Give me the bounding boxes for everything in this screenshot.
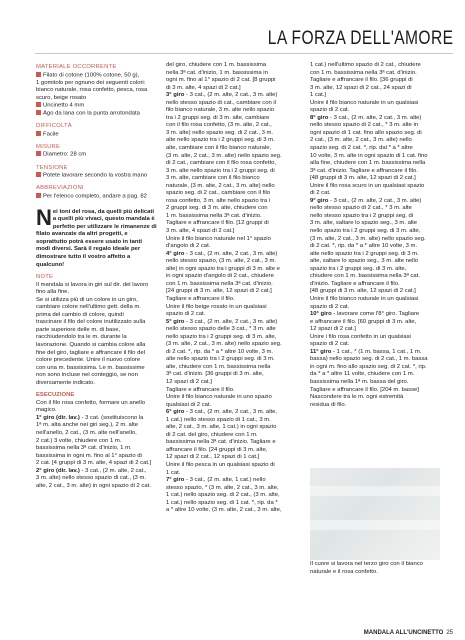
text-line: nello stesso spazio di cat., cambiare con il — [166, 99, 277, 106]
text-line: 2° giro (dir. lav.) - 3 cat., (2 m. alte, 2 cat., — [36, 467, 147, 474]
text-line: 10° giro - lavorare come l'8° giro. Tagliare — [310, 311, 420, 318]
materials-item: scuro, beige rosato — [36, 94, 87, 101]
round-label: 10° giro — [310, 311, 332, 318]
column-1 — [36, 62, 160, 490]
text-line: colore precedente. Unire il nuovo colore — [36, 357, 141, 364]
text-line: con 1 m. bassissima nella 3ª cat. d'inizio. — [310, 69, 417, 76]
text-line: Unire il filo bianco naturale in un qualsiasi — [310, 99, 419, 106]
materials-item: Filato di cotone (100% cotone, 50 g), — [36, 72, 160, 80]
text-line: naturale, (3 m. alte, 2 cat., 3 m. alte) nello — [166, 182, 275, 189]
title-rule — [35, 53, 453, 54]
text-line: lavorazione. Quando si cambia colore alla — [36, 342, 146, 348]
execution-title: ESECUZIONE — [36, 392, 75, 399]
text-line: [48 gruppi di 3 m. alte, 12 spazi di 2 cat.] — [310, 288, 416, 295]
size-title: MISURE — [36, 143, 61, 150]
text-line: (3 m. alte, 2 cat., 3 m. alte) nello spazio seg. — [310, 235, 426, 242]
bullet-icon — [36, 151, 41, 156]
text-line: tra i 2 gruppi seg. di 3 m. alte, cambiare — [166, 114, 270, 121]
text-line: di 2 cat. — [310, 190, 331, 197]
text-line: alte nello spazio tra i 2 gruppi seg. di 3 m. — [166, 137, 275, 144]
text-line: Unire il filo bianco naturale in un qualsiasi — [310, 295, 419, 302]
text-line: cambiare colore nell'ultimo gett. della m. — [36, 304, 141, 311]
text-line: Tagliare e affrancare il filo. [36 gruppi di — [310, 77, 413, 84]
text-line: Se si utilizza più di un colore in un giro, — [36, 296, 138, 303]
text-line: 11° giro - 1 cat., * (1 m. bassa, 1 cat., 1 m. — [310, 348, 422, 355]
materials-title: MATERIALE OCCORRENTE — [36, 64, 117, 70]
text-line: con 1 m. bassissima nella 3ª cat. d'inizio. — [166, 280, 273, 287]
text-line: di 2 cat., cambiare con il filo rosa confetto, — [166, 160, 277, 167]
difficulty-title: DIFFICOLTÀ — [36, 123, 72, 130]
notes-text — [36, 282, 160, 388]
text-line: alte nello spazio tra i 2 gruppi seg. di 3 m. — [310, 250, 419, 257]
text-line: affrancare il filo. [24 gruppi di 3 m. alte, — [166, 446, 268, 453]
text-line: bassa) nello spazio seg. di 2 cat., 1 m. bassa — [310, 356, 428, 363]
text-line: alte, 2 cat., 3 m. alte) in ogni spazio di 2 cat. — [36, 482, 151, 489]
text-line: Unire il filo rosa scuro in un qualsiasi spazio — [310, 182, 425, 189]
text-line: del giro, chiudere con 1 m. bassissima — [166, 62, 267, 68]
text-line: residua di filo. — [310, 401, 347, 408]
text-line: 5° giro - 3 cat., (2 m. alte, 2 cat., 3 m. alte) — [166, 318, 278, 325]
text-line: (3 m. alte, 2 cat., 3 m. alte) nello spazio seg. — [166, 341, 282, 348]
round-label: 7° giro — [166, 477, 185, 484]
text-line: Tagliare e affrancare il filo. [204 m. basse] — [310, 386, 419, 393]
text-line: spazio seg. di 2 cat., cambiare con il filo — [166, 190, 271, 197]
text-line: a * altre 10 volte, (3 m. alte, 2 cat., 3 m. alte, — [166, 507, 282, 514]
intro-paragraph — [36, 204, 160, 269]
text-line: ogni m. fino al 1° spazio di 2 cat. [8 gruppi — [166, 77, 276, 84]
bullet-icon — [36, 131, 41, 136]
text-line: ogni spazio di 1 cat. fino allo spazio seg. di — [310, 129, 422, 136]
round-label: 3° giro — [166, 92, 185, 99]
text-line: Unire il filo beige rosato in un qualsiasi — [166, 303, 267, 310]
text-line: fino alla fine. — [36, 289, 70, 296]
text-line: 1 cat. — [166, 469, 181, 476]
round-label: 2° giro (dir. lav.) — [36, 467, 80, 474]
crochet-photo — [310, 468, 440, 560]
text-line: 2 cat.) 3 volte, chiudere con 1 m. — [36, 437, 122, 444]
text-line: 3ª cat. d'inizio. Tagliare e affrancare il filo. — [310, 167, 418, 174]
text-line: nello stesso spazio, (3 m. alte, 2 cat., 3 m. — [166, 258, 277, 265]
intro-line: dimostrare tutto il vostro affetto a — [36, 253, 131, 260]
text-line: stesso spazio, * (3 m. alte, 2 cat., 3 m. alte, — [166, 484, 279, 491]
text-line: diversamente indicato. — [36, 379, 95, 386]
text-line: rosa confetto, 3 m. alte nello spazio tra i — [166, 197, 271, 204]
text-line: di 2 cat. *, rip. da * a * altre 10 volte, 3 m. — [310, 243, 418, 250]
text-line: Unire il filo bianco naturale in uno spazio — [166, 394, 272, 401]
size-value: Diametro: 28 cm — [36, 151, 160, 159]
bullet-icon — [36, 102, 41, 107]
text-line: 1 cat.) nello spazio seg. di 2 cat., (3 m. alte, — [166, 492, 280, 499]
tension-value: Potete lavorare secondo la vostra mano — [36, 172, 160, 180]
text-line: spazio seg. di 2 cat. *, rip. dal * a * altre — [310, 145, 413, 152]
difficulty-value: Facile — [36, 131, 160, 139]
text-line: Unire i filo rosa confetto in un qualsiasi — [310, 333, 411, 340]
text-line: 3° giro - 3 cat., (2 m. alte, 2 cat., 3 m. alte) — [166, 92, 278, 99]
materials-item: Ago da lana con la punta arrotondata — [36, 110, 160, 118]
round-label: 5° giro — [166, 318, 185, 325]
text-line: bassissima nella 1ª m. bassa del giro. — [310, 378, 409, 385]
text-line: 1 cat.) nello stesso spazio di 1 cat., 3 m. — [166, 416, 271, 423]
text-line: alte, saltare lo spazio seg., 3 m. alte nello — [310, 258, 419, 265]
round-label: 11° giro — [310, 348, 332, 355]
text-line: bassissima nella 3ª cat. d'inizio, 1 m. — [36, 445, 132, 452]
text-line: 12 spazi di 2 cat.] — [166, 378, 212, 385]
caption-line: naturale e il rosa confetto. — [310, 568, 378, 575]
text-line: bassissima in ogni m. fino al 1° spazio di — [36, 452, 142, 459]
intro-line: ei toni del rosa, da quelli più delicati — [52, 208, 155, 215]
text-line: 12 spazi di 2 cat., 12 spazi di 1 cat.] — [166, 454, 260, 461]
text-line: [24 gruppi di 3 m. alte, 12 spazi di 2 cat.] — [166, 288, 272, 295]
text-line: nello stesso spazio di 2 cat., * 3 m. alte — [310, 205, 412, 212]
text-line: alte) in ogni spazio tra i gruppi di 3 m. alte e — [166, 265, 280, 272]
text-line: prima del cambio di colore, quindi — [36, 311, 124, 318]
text-line: bassissima nella 3ª cat. d'inizio. Tagliare e — [166, 439, 276, 446]
text-line: da * a * altre 11 volte, chiudere con 1 m. — [310, 371, 415, 378]
text-line: non sono incluse nel conteggio, se non — [36, 372, 138, 379]
text-line: d'angolo di 2 cat. — [166, 243, 211, 250]
round-label: 9° giro — [310, 197, 329, 204]
intro-line: perfetto per utilizzare le rimanenze di — [52, 223, 157, 230]
tension-title: TENSIONE — [36, 164, 68, 171]
intro-line: a quelli più vivaci, questo mandala è — [52, 216, 155, 223]
abbreviations-title: ABBREVIAZIONI — [36, 185, 84, 192]
text-line: alte, 2 cat., 3 m. alte, 1 cat.) in ogni spazio — [166, 424, 277, 431]
text-line: (3 m. alte, 2 cat., 3 m. alte) nello spazio seg. — [166, 152, 282, 159]
text-line: 1 m. bassissima nella 3ª cat. d'inizio. — [166, 212, 262, 219]
text-line: 8° giro - 3 cat., (2 m. alte, 2 cat., 3 m. alte) — [310, 114, 422, 121]
text-line: 9° giro - 3 cat., (2 m. alte, 2 cat., 3 m. alte) — [310, 197, 422, 204]
text-line: trascinare il filo del colore inutilizzato sulla — [36, 319, 146, 326]
text-line: d'inizio. Tagliare e affrancare il filo. — [310, 280, 400, 287]
page-number: 25 — [446, 630, 453, 636]
text-line: 1 cat.] — [310, 92, 327, 99]
text-line: spazio di 2 cat. — [166, 311, 206, 318]
text-line: 2 gruppi seg. di 3 m. alte, chiudere con — [166, 205, 268, 212]
text-line: 1 cat.) nell'ultimo spazio di 2 cat., chiudere — [310, 62, 421, 68]
materials-item: bianco naturale, rosa confetto, pesca, rosa — [36, 87, 148, 94]
bullet-icon — [36, 172, 41, 177]
text-line: di 3 m. alte, 4 spazi di 2 cat.] — [166, 84, 241, 91]
text-line: 3 m. alte, 4 spazi di 2 cat.] — [166, 228, 235, 235]
execution-text — [36, 400, 160, 491]
text-line: magico. — [36, 407, 57, 414]
text-line: 3ª cat. d'inizio. [36 gruppi di 3 m. alte, — [166, 371, 264, 378]
text-line: nello spazio tra i 2 gruppi seg. di 3 m. alte, — [166, 333, 277, 340]
text-line: nella 3ª cat. d'inizio, 1 m. bassissima in — [166, 69, 268, 76]
round-label: 4° giro — [166, 250, 185, 257]
text-line: Con il filo rosa confetto, formare un anello — [36, 399, 146, 406]
round-label: 8° giro — [310, 114, 329, 121]
text-line: filo bianco naturale, 3 m. alte nello spazio — [166, 107, 275, 114]
text-line: 3 m. alte, cambiare con il filo bianco — [166, 175, 260, 182]
text-line: in ogni m. fino allo spazio seg. di 2 cat. *, rip. — [310, 363, 427, 370]
materials-item: 1 gomitolo per ognuno dei seguenti colori: — [36, 79, 146, 86]
text-line: alte nello spazio tra i 2 gruppi seg. di 3 m. — [166, 356, 275, 363]
text-line: nell'anello, 2 cat., (3 m. alte nell'anello, — [36, 430, 137, 437]
round-label: 6° giro — [166, 409, 185, 416]
text-line: 3 m. alte nello spazio tra i 2 gruppi seg. di — [166, 167, 275, 174]
text-line: di 2 cat. del giro, chiudere con 1 m. — [166, 431, 258, 438]
text-line: con una m. bassissima. Le m. bassissime — [36, 364, 145, 371]
text-line: fine del giro, tagliare e affrancare il filo del — [36, 349, 145, 356]
text-line: in ogni spazio d'angolo di 2 cat., chiudere — [166, 273, 274, 280]
abbreviations-value: Per l'elenco completo, andare a pag. 82 — [36, 193, 160, 201]
text-line: 10 volte, 3 m. alte in ogni spazio di 1 cat. fino — [310, 152, 428, 159]
bullet-icon — [36, 110, 41, 115]
text-line: Tagliare e affrancare il filo. — [166, 295, 235, 302]
text-line: Tagliare e affrancare il filo. — [166, 386, 235, 393]
bullet-icon — [36, 72, 41, 77]
intro-line: filato avanzate da altri progetti, e — [36, 231, 128, 238]
bullet-icon — [36, 193, 41, 198]
text-line: spazio tra i 2 gruppi seg. di 3 m. alte, — [310, 265, 407, 272]
caption-line: Il cuore si lavora nel terzo giro con il bianco — [310, 561, 423, 567]
text-line: racchiudendolo tra le m. durante la — [36, 334, 127, 341]
photo-highlight — [310, 520, 440, 530]
text-line: 2 cat., (3 m. alte, 2 cat., 3 m. alte) nello — [310, 137, 412, 144]
text-line: con il filo rosa confetto, (3 m. alte, 2 cat., — [166, 122, 272, 129]
text-line: nello spazio tra i 2 gruppi seg. di 3 m. alte, — [310, 228, 421, 235]
page-title: LA FORZA DELL'AMORE — [267, 28, 453, 49]
text-line: 1ª m. alta anche nei giri seg.), 2 m. alte — [36, 422, 139, 429]
text-line: 2 cat. [4 gruppi di 3 m. alte, 4 spazi di 2 cat.] — [36, 460, 152, 467]
materials-item: Uncinetto 4 mm — [36, 102, 160, 110]
text-line: 3 m. alte) nello stesso spazio di cat., (3 m. — [36, 475, 147, 482]
photo-highlight — [310, 486, 440, 496]
text-line: 4° giro - 3 cat., (2 m. alte, 2 cat., 3 m. alte) — [166, 250, 278, 257]
text-line: nello stesso spazio di 2 cat., * 3 m. alte in — [310, 122, 419, 129]
text-line: spazio di 2 cat. — [310, 303, 350, 310]
intro-line: modi diversi. Sarà il regalo ideale per — [36, 246, 141, 253]
text-line: 7° giro - 3 cat., (2 m. alte, 1 cat.) nello — [166, 477, 266, 484]
text-line: Unire il filo pesca in un qualsiasi spazio di — [166, 461, 275, 468]
column-2 — [166, 62, 288, 515]
text-line: nello stesso spazio delle 3 cat., * 3 m. alte — [166, 326, 276, 333]
text-line: 3 m. alte, saltare lo spazio seg., 3 m. alte — [310, 220, 418, 227]
text-line: Il mandala si lavora in giri sul dir. del lavoro — [36, 281, 149, 288]
text-line: 1 cat.) nello spazio seg. di 1 cat. *, rip. da * — [166, 499, 278, 506]
text-line: 3 m. alte) nello spazio seg. di 2 cat., 3 m. — [166, 129, 274, 136]
footer-section: MANDALA ALL'UNCINETTO — [363, 630, 444, 636]
text-line: di 2 cat. *, rip. da * a * altre 10 volte, 3 m. — [166, 348, 274, 355]
text-line: spazio di 2 cat. — [310, 107, 350, 114]
text-line: 12 spazi di 2 cat.] — [310, 326, 356, 333]
photo-caption — [310, 561, 438, 576]
text-line: parte superiore delle m. di base, — [36, 326, 121, 333]
text-line: 6° giro - 3 cat., (2 m. alte, 2 cat., 3 m. alte, — [166, 409, 278, 416]
text-line: qualsiasi di 2 cat. — [166, 401, 212, 408]
text-line: Tagliare e affrancare il filo. [12 gruppi di — [166, 220, 269, 227]
text-line: alte, chiudere con 1 m. bassissima nella — [166, 363, 271, 370]
column-3 — [310, 62, 438, 409]
text-line: alla fine, chiudere con 1 m. bassissima nella — [310, 160, 426, 167]
page-footer — [364, 630, 453, 636]
text-line: Nascondere tra le m. ogni estremità — [310, 394, 404, 401]
text-line: Unire il filo bianco naturale nel 1° spazio — [166, 235, 271, 242]
text-line: e affrancare il filo. [60 gruppi di 3 m. alte, — [310, 318, 417, 325]
text-line: [48 gruppi di 3 m. alte, 12 spazi di 2 cat.] — [310, 175, 416, 182]
text-line: chiudere con 1 m. bassissima nella 3ª cat. — [310, 273, 420, 280]
text-line: alte, cambiare con il filo bianco naturale, — [166, 145, 272, 152]
text-line: spazio di 2 cat. — [310, 341, 350, 348]
notes-title: NOTE — [36, 274, 54, 281]
round-label: 1° giro (dir. lav.) — [36, 414, 80, 421]
text-line: 3 m. alte, 12 spazi di 2 cat., 24 spazi di — [310, 84, 412, 91]
intro-line: qualcuno! — [36, 261, 65, 268]
text-line: 1° giro (dir. lav.) - 3 cat. (sostituiscono la — [36, 414, 144, 421]
drop-cap: N — [36, 204, 52, 230]
intro-line: soprattutto potrà essere usato in tanti — [36, 238, 143, 245]
text-line: nello stesso spazio tra i 2 gruppi seg. di — [310, 212, 414, 219]
